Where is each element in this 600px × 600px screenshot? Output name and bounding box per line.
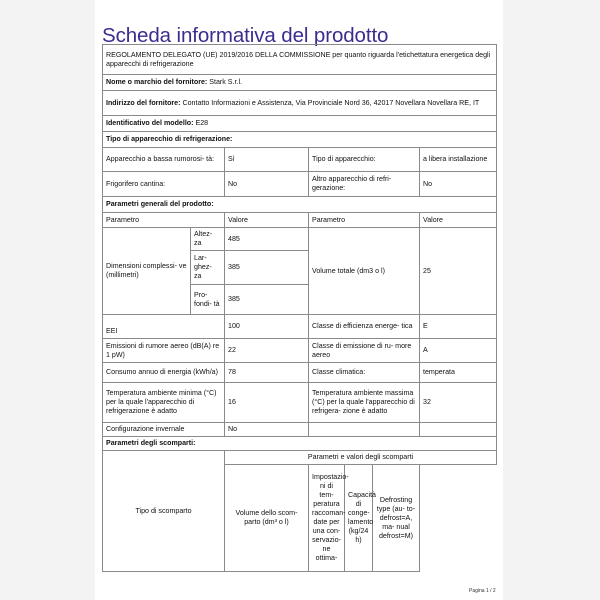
empty-cell (309, 423, 420, 437)
column-header: Valore (225, 213, 309, 228)
dimension-value: 485 (225, 228, 309, 251)
param-label: Classe di emissione di ru- more aereo (309, 339, 420, 363)
dimension-name: Altez- za (191, 228, 225, 251)
param-row (103, 339, 497, 363)
param-label: Emissioni di rumore aereo (dB(A) re 1 pW) (103, 339, 225, 363)
param-value: 16 (225, 383, 309, 423)
winter-config-value: No (225, 423, 309, 437)
empty-cell (420, 423, 497, 437)
param-value: 78 (225, 363, 309, 383)
model-label: Identificativo del modello: (106, 119, 194, 127)
compartment-column-header: Capacità di conge- lamento (kg/24 h) (345, 465, 373, 572)
param-row (103, 315, 497, 339)
param-label: Temperatura ambiente massima (°C) per la quale l'apparecchio di refrigera- zione è adatto (309, 383, 420, 423)
dimensions-label: Dimensioni complessi- ve (millimetri) (103, 228, 191, 315)
column-header-row (103, 213, 497, 228)
compartment-column-header: Impostazio- ni di tem- peratura raccoman- date per una con- servazio- ne ottima- (309, 465, 345, 572)
param-label: EEI (103, 315, 225, 339)
param-label: Classe di efficienza energe- tica (309, 315, 420, 339)
param-value: temperata (420, 363, 497, 383)
page-footer: Pagina 1 / 2 (469, 588, 496, 594)
appliance-value: Sì (225, 148, 309, 172)
address-label: Indirizzo del fornitore: (106, 98, 181, 107)
general-params-heading: Parametri generali del prodotto: (103, 197, 497, 213)
compartment-group-header: Parametri e valori degli scomparti (225, 451, 497, 465)
dimension-value: 385 (225, 285, 309, 315)
param-value: E (420, 315, 497, 339)
appliance-label: Frigorifero cantina: (103, 172, 225, 197)
appliance-label: Altro apparecchio di refri- gerazione: (309, 172, 420, 197)
supplier-label: Nome o marchio del fornitore: (106, 78, 208, 86)
supplier-row (103, 75, 497, 91)
document-title: Scheda informativa del prodotto (102, 24, 389, 47)
param-label: Temperatura ambiente minima (°C) per la quale l'apparecchio di refrigerazione è adatto (103, 383, 225, 423)
appliance-label: Tipo di apparecchio: (309, 148, 420, 172)
appliance-row (103, 172, 497, 197)
model-row (103, 116, 497, 132)
appliance-row (103, 148, 497, 172)
supplier-value: Stark S.r.l. (209, 78, 242, 86)
column-header: Valore (420, 213, 497, 228)
address-row (103, 91, 497, 116)
appliance-value: a libera installazione (420, 148, 497, 172)
appliance-label: Apparecchio a bassa rumorosi- tà: (103, 148, 225, 172)
param-label: Consumo annuo di energia (kWh/a) (103, 363, 225, 383)
column-header: Parametro (309, 213, 420, 228)
volume-label: Volume totale (dm3 o l) (309, 228, 420, 315)
compartment-column-header: Defrosting type (au- to-defrost=A, ma- nual defrost=M) (373, 465, 420, 572)
appliance-type-heading: Tipo di apparecchio di refrigerazione: (103, 132, 497, 148)
param-value: 100 (225, 315, 309, 339)
param-row (103, 383, 497, 423)
compartments-heading: Parametri degli scomparti: (103, 437, 497, 451)
param-value: A (420, 339, 497, 363)
param-row (103, 363, 497, 383)
winter-config-label: Configurazione invernale (103, 423, 225, 437)
compartment-type-label: Tipo di scomparto (103, 451, 225, 572)
compartment-column-header: Volume dello scom- parto (dm³ o l) (225, 465, 309, 572)
dimension-value: 385 (225, 251, 309, 285)
column-header: Parametro (103, 213, 225, 228)
winter-config-row (103, 423, 497, 437)
param-value: 22 (225, 339, 309, 363)
param-value: 32 (420, 383, 497, 423)
param-label: Classe climatica: (309, 363, 420, 383)
appliance-value: No (225, 172, 309, 197)
volume-value: 25 (420, 228, 497, 315)
regulation-text: REGOLAMENTO DELEGATO (UE) 2019/2016 DELLA COMMISSIONE per quanto riguarda l'etichettatura energetica degli apparecchi di refrigerazione (103, 45, 497, 75)
dimension-name: Pro- fondi- tà (191, 285, 225, 315)
model-value: E28 (195, 119, 209, 127)
address-value: Contatto Informazioni e Assistenza, Via Provinciale Nord 36, 42017 Novellara Novellara RE, IT (182, 98, 480, 107)
dimension-name: Lar- ghez- za (191, 251, 225, 285)
appliance-value: No (420, 172, 497, 197)
product-info-table (102, 44, 497, 572)
